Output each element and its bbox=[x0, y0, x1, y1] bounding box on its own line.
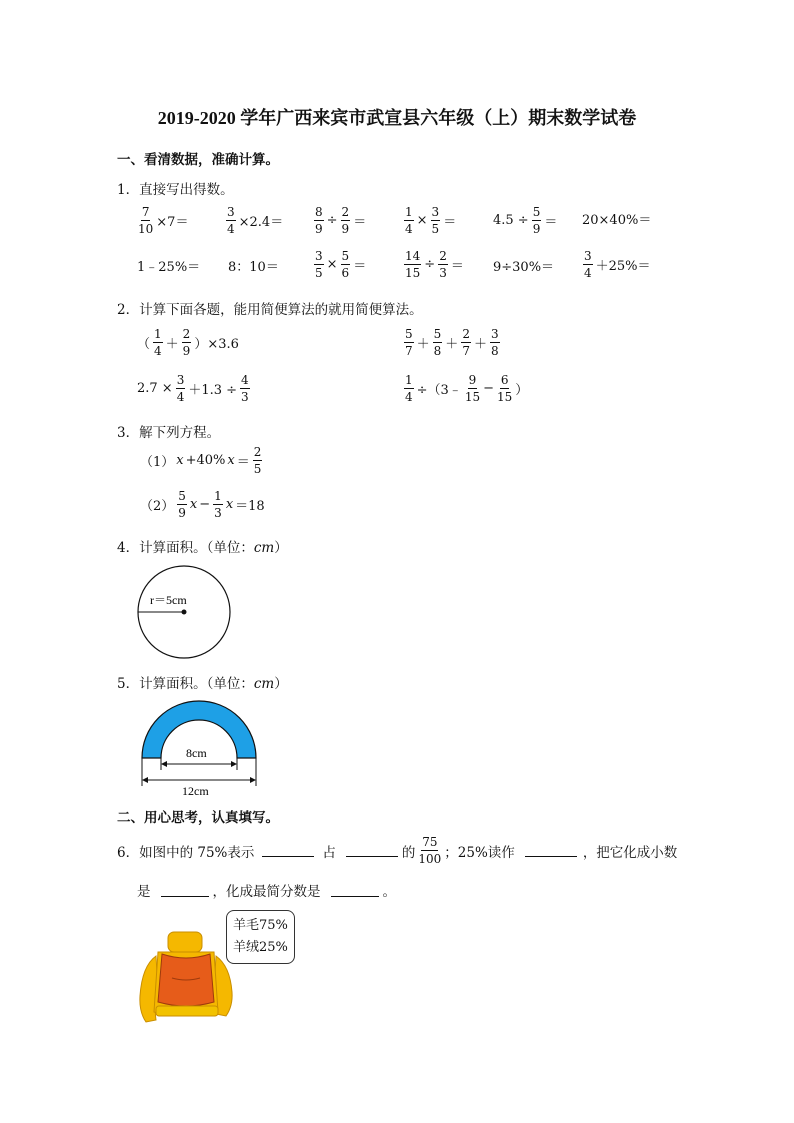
q1-item-8: 8：10＝ bbox=[228, 260, 279, 275]
semicircle-ring-figure bbox=[134, 694, 264, 798]
fraction: $\frac{2}{7}$ bbox=[462, 327, 470, 358]
q2-expression-3: 2.7 × $\frac{3}{4}$ ＋1.3 ÷ $\frac{4}{3}$ bbox=[137, 373, 249, 404]
radius-label: r＝5cm bbox=[150, 593, 187, 607]
q1-item-10: $\frac{14}{15}$ ÷ $\frac{2}{3}$ ＝ bbox=[405, 249, 464, 280]
question-6-line-2: 是 ，化成最简分数是 。 bbox=[137, 884, 396, 900]
equation-2: （2） $\frac{5}{9}$ x − $\frac{1}{3}$ x ＝18 bbox=[140, 489, 265, 520]
q1-item-6: 20×40%＝ bbox=[582, 213, 652, 228]
q1-item-12: $\frac{3}{4}$ ＋25%＝ bbox=[584, 249, 651, 280]
answer-blank-2[interactable] bbox=[346, 844, 398, 857]
answer-blank-1[interactable] bbox=[262, 844, 314, 857]
fraction: $\frac{3}{5}$ bbox=[431, 205, 440, 236]
fraction: $\frac{5}{9}$ bbox=[532, 205, 541, 236]
section-2-heading: 二、用心思考，认真填写。 bbox=[117, 810, 279, 826]
fraction: $\frac{1}{4}$ bbox=[154, 327, 162, 358]
q2-expression-2: $\frac{5}{7}$ ＋ $\frac{5}{8}$ ＋ $\frac{2}{7}$ ＋ $\frac{3}{8}$ bbox=[405, 327, 499, 358]
answer-blank-3[interactable] bbox=[525, 844, 577, 857]
q1-item-2: $\frac{3}{4}$ ×2.4＝ bbox=[227, 205, 284, 236]
fraction: $\frac{14}{15}$ bbox=[405, 249, 421, 280]
fraction: $\frac{7}{10}$ bbox=[138, 205, 154, 236]
center-dot bbox=[182, 610, 187, 615]
fraction: $\frac{1}{3}$ bbox=[214, 489, 222, 520]
fraction: $\frac{3}{4}$ bbox=[227, 205, 235, 236]
tag-cashmere: 羊绒25% bbox=[233, 940, 288, 955]
fraction: $\frac{5}{6}$ bbox=[341, 249, 350, 280]
q1-item-1: $\frac{7}{10}$ ×7＝ bbox=[138, 205, 189, 236]
section-1-heading: 一、看清数据，准确计算。 bbox=[117, 152, 279, 168]
fraction: $\frac{3}{4}$ bbox=[176, 373, 185, 404]
fraction: $\frac{2}{9}$ bbox=[341, 205, 350, 236]
fraction: $\frac{6}{15}$ bbox=[497, 373, 513, 404]
fraction: $\frac{8}{9}$ bbox=[315, 205, 323, 236]
fraction: $\frac{2}{3}$ bbox=[439, 249, 447, 280]
q1-item-7: 1﹣25%＝ bbox=[137, 260, 201, 275]
fraction: $\frac{9}{15}$ bbox=[464, 373, 481, 404]
fraction: $\frac{5}{8}$ bbox=[433, 327, 442, 358]
equation-1: （1） x +40% x ＝ $\frac{2}{5}$ bbox=[140, 445, 262, 476]
q1-item-9: $\frac{3}{5}$ × $\frac{5}{6}$ ＝ bbox=[315, 249, 367, 280]
q1-item-5: 4.5 ÷ $\frac{5}{9}$ ＝ bbox=[493, 205, 558, 236]
fraction: $\frac{1}{4}$ bbox=[405, 373, 413, 404]
fraction: $\frac{3}{5}$ bbox=[315, 249, 323, 280]
answer-blank-5[interactable] bbox=[331, 884, 379, 897]
q1-item-4: $\frac{1}{4}$ × $\frac{3}{5}$ ＝ bbox=[405, 205, 457, 236]
circle-figure bbox=[134, 562, 234, 662]
q1-item-11: 9÷30%＝ bbox=[493, 260, 555, 275]
answer-blank-4[interactable] bbox=[161, 884, 209, 897]
q1-item-3: $\frac{8}{9}$ ÷ $\frac{2}{9}$ ＝ bbox=[315, 205, 367, 236]
sweater-image bbox=[134, 926, 240, 1026]
tag-wool: 羊毛75% bbox=[233, 918, 288, 933]
fraction: $\frac{2}{5}$ bbox=[253, 445, 262, 476]
page-title: 2019-2020 学年广西来宾市武宣县六年级（上）期末数学试卷 bbox=[157, 108, 637, 128]
fraction: $\frac{1}{4}$ bbox=[405, 205, 413, 236]
q2-expression-1: （ $\frac{1}{4}$ ＋ $\frac{2}{9}$ ）×3.6 bbox=[137, 327, 239, 358]
question-1-label: 1．直接写出得数。 bbox=[117, 182, 234, 198]
question-6-line-1: 6．如图中的 75%表示 占 的 $\frac{75}{100}$ ；25%读作 ，把它化成小数 bbox=[117, 835, 678, 866]
question-2-label: 2．计算下面各题，能用简便算法的就用简便算法。 bbox=[117, 302, 423, 318]
fraction: $\frac{75}{100}$ bbox=[418, 835, 442, 866]
fraction: $\frac{5}{7}$ bbox=[405, 327, 413, 358]
question-5-label: 5．计算面积。（单位：cm） bbox=[117, 676, 288, 692]
inner-label: 8cm bbox=[186, 746, 207, 760]
question-4-label: 4．计算面积。（单位：cm） bbox=[117, 540, 288, 556]
fraction: $\frac{2}{9}$ bbox=[182, 327, 191, 358]
q2-expression-4: $\frac{1}{4}$ ÷（3﹣ $\frac{9}{15}$ − $\frac{6}{15}$ ） bbox=[405, 373, 529, 404]
fraction: $\frac{5}{9}$ bbox=[178, 489, 186, 520]
question-3-label: 3．解下列方程。 bbox=[117, 425, 221, 441]
fraction: $\frac{4}{3}$ bbox=[241, 373, 249, 404]
fraction: $\frac{3}{8}$ bbox=[490, 327, 499, 358]
collar bbox=[168, 932, 202, 952]
material-tag bbox=[226, 910, 295, 964]
outer-label: 12cm bbox=[182, 784, 209, 798]
fraction: $\frac{3}{4}$ bbox=[584, 249, 592, 280]
